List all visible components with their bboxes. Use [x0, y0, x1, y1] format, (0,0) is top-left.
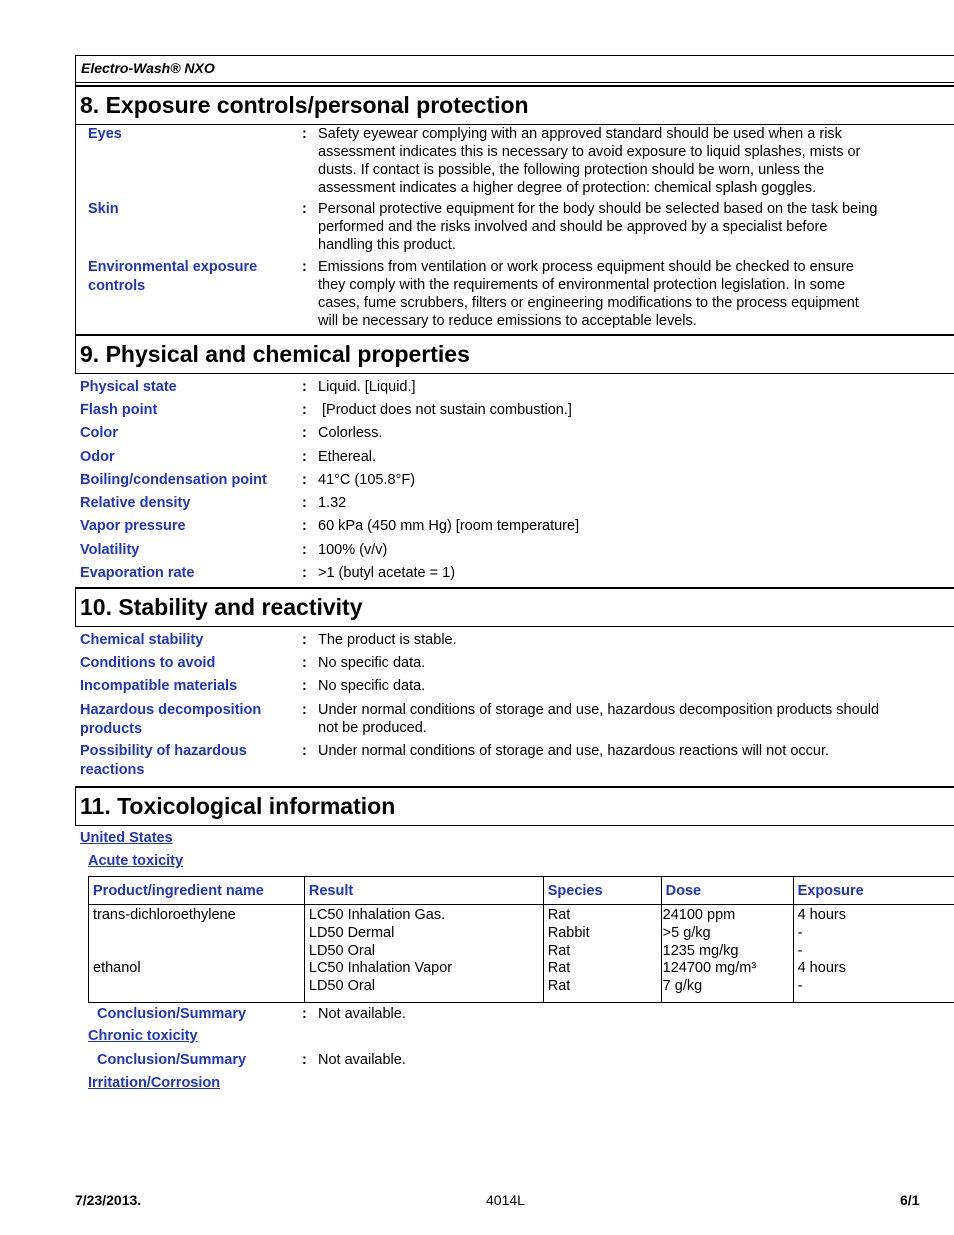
colon: : — [302, 259, 307, 275]
section-11-title: 11. Toxicological information — [80, 793, 396, 819]
cell-line: LC50 Inhalation Vapor — [308, 960, 453, 977]
table-row — [89, 905, 954, 1003]
colon: : — [302, 201, 307, 217]
cell-line — [93, 943, 302, 961]
product-cell — [89, 905, 305, 1003]
odor-label: Odor — [80, 449, 115, 465]
volatility-label: Volatility — [80, 542, 140, 558]
text-line: not be produced. — [318, 720, 427, 736]
colon: : — [302, 518, 307, 534]
physical-state-value: Liquid. [Liquid.] — [318, 379, 416, 395]
text-line: dusts. If contact is possible, the following protection should be worn, unless the — [318, 162, 825, 178]
boiling-point-label: Boiling/condensation point — [80, 472, 267, 488]
acute-conclusion-label: Conclusion/Summary — [97, 1006, 247, 1022]
cell-line: - — [797, 942, 803, 959]
evaporation-rate-value: >1 (butyl acetate = 1) — [318, 565, 456, 581]
section-10-title: 10. Stability and reactivity — [80, 594, 363, 620]
cell-line: LC50 Inhalation Gas. — [308, 907, 446, 923]
colon: : — [302, 1052, 307, 1068]
skin-value — [318, 200, 877, 254]
colon: : — [302, 1006, 307, 1022]
skin-label: Skin — [88, 201, 119, 217]
incompatible-materials-label: Incompatible materials — [80, 678, 238, 694]
relative-density-label: Relative density — [80, 495, 191, 511]
cell-line: - — [797, 978, 803, 995]
acute-toxicity-table — [88, 876, 954, 1003]
product-header — [75, 55, 954, 83]
cell-line: LD50 Oral — [308, 942, 375, 959]
colon: : — [302, 449, 307, 465]
col-header-dose: Dose — [661, 877, 793, 905]
exposure-cell — [793, 905, 954, 1003]
cell-line: Rat — [547, 960, 571, 977]
section-10-header — [75, 587, 954, 627]
conditions-to-avoid-value: No specific data. — [318, 655, 426, 671]
col-header-product: Product/ingredient name — [89, 877, 305, 905]
cell-line: 24100 ppm — [662, 907, 736, 923]
cell-line: Rat — [547, 978, 571, 995]
united-states-link[interactable]: United States — [80, 830, 173, 846]
cell-line: Rat — [547, 907, 571, 923]
colon: : — [302, 379, 307, 395]
label-line: Environmental exposure — [88, 259, 258, 275]
label-line: reactions — [80, 761, 145, 778]
colon: : — [302, 472, 307, 488]
text-line: assessment indicates a higher degree of protection: chemical splash goggles. — [318, 180, 817, 196]
colon: : — [302, 495, 307, 511]
cell-line — [93, 978, 302, 996]
chemical-stability-label: Chemical stability — [80, 632, 204, 648]
section-9-title: 9. Physical and chemical properties — [80, 341, 470, 367]
footer-page-number: 6/1 — [900, 1192, 920, 1208]
volatility-value: 100% (v/v) — [318, 542, 388, 558]
colon: : — [302, 655, 307, 671]
hazardous-decomposition-value — [318, 701, 879, 737]
colon: : — [302, 425, 307, 441]
text-line: handling this product. — [318, 237, 456, 253]
environmental-exposure-label — [88, 258, 257, 295]
conditions-to-avoid-label: Conditions to avoid — [80, 655, 216, 671]
cell-line: - — [797, 924, 803, 941]
boiling-point-value: 41°C (105.8°F) — [318, 472, 416, 488]
cell-line: 4 hours — [797, 907, 846, 923]
text-line: Under normal conditions of storage and use, hazardous decomposition products should — [318, 702, 880, 718]
flash-point-label: Flash point — [80, 402, 158, 418]
cell-line: 1235 mg/kg — [662, 942, 739, 959]
chemical-stability-value: The product is stable. — [318, 632, 457, 648]
product-name: Electro-Wash® NXO — [81, 60, 215, 76]
chronic-toxicity-link[interactable]: Chronic toxicity — [88, 1028, 198, 1044]
vapor-pressure-label: Vapor pressure — [80, 518, 186, 534]
text-line: they comply with the requirements of environmental protection legislation. In some — [318, 277, 846, 293]
colon: : — [302, 542, 307, 558]
text-line: Personal protective equipment for the body should be selected based on the task being — [318, 201, 878, 217]
hazardous-decomposition-label — [80, 701, 261, 738]
footer-code: 4014L — [486, 1192, 525, 1208]
colon: : — [302, 402, 307, 418]
chronic-conclusion-value: Not available. — [318, 1052, 406, 1068]
eyes-value — [318, 125, 860, 197]
cell-line: 4 hours — [797, 960, 846, 977]
environmental-exposure-value — [318, 258, 859, 330]
text-line: assessment indicates this is necessary to avoid exposure to liquid splashes, mists or — [318, 144, 861, 160]
cell-line: ethanol — [93, 960, 141, 977]
eyes-label: Eyes — [88, 126, 122, 142]
vapor-pressure-value: 60 kPa (450 mm Hg) [room temperature] — [318, 518, 580, 534]
evaporation-rate-label: Evaporation rate — [80, 565, 195, 581]
hazardous-reactions-value: Under normal conditions of storage and use, hazardous reactions will not occur. — [318, 743, 830, 759]
hazardous-reactions-label — [80, 742, 247, 779]
irritation-corrosion-link[interactable]: Irritation/Corrosion — [88, 1075, 221, 1091]
result-cell — [304, 905, 543, 1003]
text-line: performed and the risks involved and should be approved by a specialist before — [318, 219, 828, 235]
colon: : — [302, 632, 307, 648]
text-line: Emissions from ventilation or work process equipment should be checked to ensure — [318, 259, 854, 275]
section-9-header — [75, 334, 954, 374]
footer-date: 7/23/2013. — [75, 1192, 142, 1208]
colon: : — [302, 126, 307, 142]
label-line: Possibility of hazardous — [80, 743, 247, 759]
label-line: Hazardous decomposition — [80, 702, 262, 718]
cell-line: Rabbit — [547, 924, 590, 941]
cell-line: LD50 Oral — [308, 978, 375, 995]
color-label: Color — [80, 425, 118, 441]
acute-conclusion-value: Not available. — [318, 1006, 406, 1022]
cell-line: 7 g/kg — [662, 978, 703, 995]
label-line: products — [80, 720, 143, 737]
incompatible-materials-value: No specific data. — [318, 678, 426, 694]
col-header-species: Species — [543, 877, 661, 905]
cell-line: Rat — [547, 942, 571, 959]
color-value: Colorless. — [318, 425, 383, 441]
text-line: Safety eyewear complying with an approved standard should be used when a risk — [318, 126, 842, 142]
dose-cell — [661, 905, 793, 1003]
colon: : — [302, 678, 307, 694]
cell-line: 124700 mg/m³ — [662, 960, 757, 977]
odor-value: Ethereal. — [318, 449, 377, 465]
col-header-exposure: Exposure — [793, 877, 954, 905]
physical-state-label: Physical state — [80, 379, 177, 395]
col-header-result: Result — [304, 877, 543, 905]
relative-density-value: 1.32 — [318, 495, 347, 511]
colon: : — [302, 702, 307, 718]
label-line: controls — [88, 277, 146, 294]
chronic-conclusion-label: Conclusion/Summary — [97, 1052, 247, 1068]
cell-line — [93, 925, 302, 943]
flash-point-value: [Product does not sustain combustion.] — [318, 402, 572, 418]
text-line: will be necessary to reduce emissions to acceptable levels. — [318, 313, 697, 329]
colon: : — [302, 565, 307, 581]
table-header-row — [89, 877, 954, 905]
colon: : — [302, 743, 307, 759]
acute-toxicity-link[interactable]: Acute toxicity — [88, 853, 184, 869]
section-11-header — [75, 786, 954, 826]
cell-line: >5 g/kg — [662, 924, 711, 941]
text-line: cases, fume scrubbers, filters or engineering modifications to the process equipment — [318, 295, 859, 311]
section-8-title: 8. Exposure controls/personal protection — [80, 92, 529, 118]
cell-line: LD50 Dermal — [308, 924, 395, 941]
section-8-header — [75, 85, 954, 125]
species-cell — [543, 905, 661, 1003]
cell-line: trans-dichloroethylene — [93, 907, 236, 923]
